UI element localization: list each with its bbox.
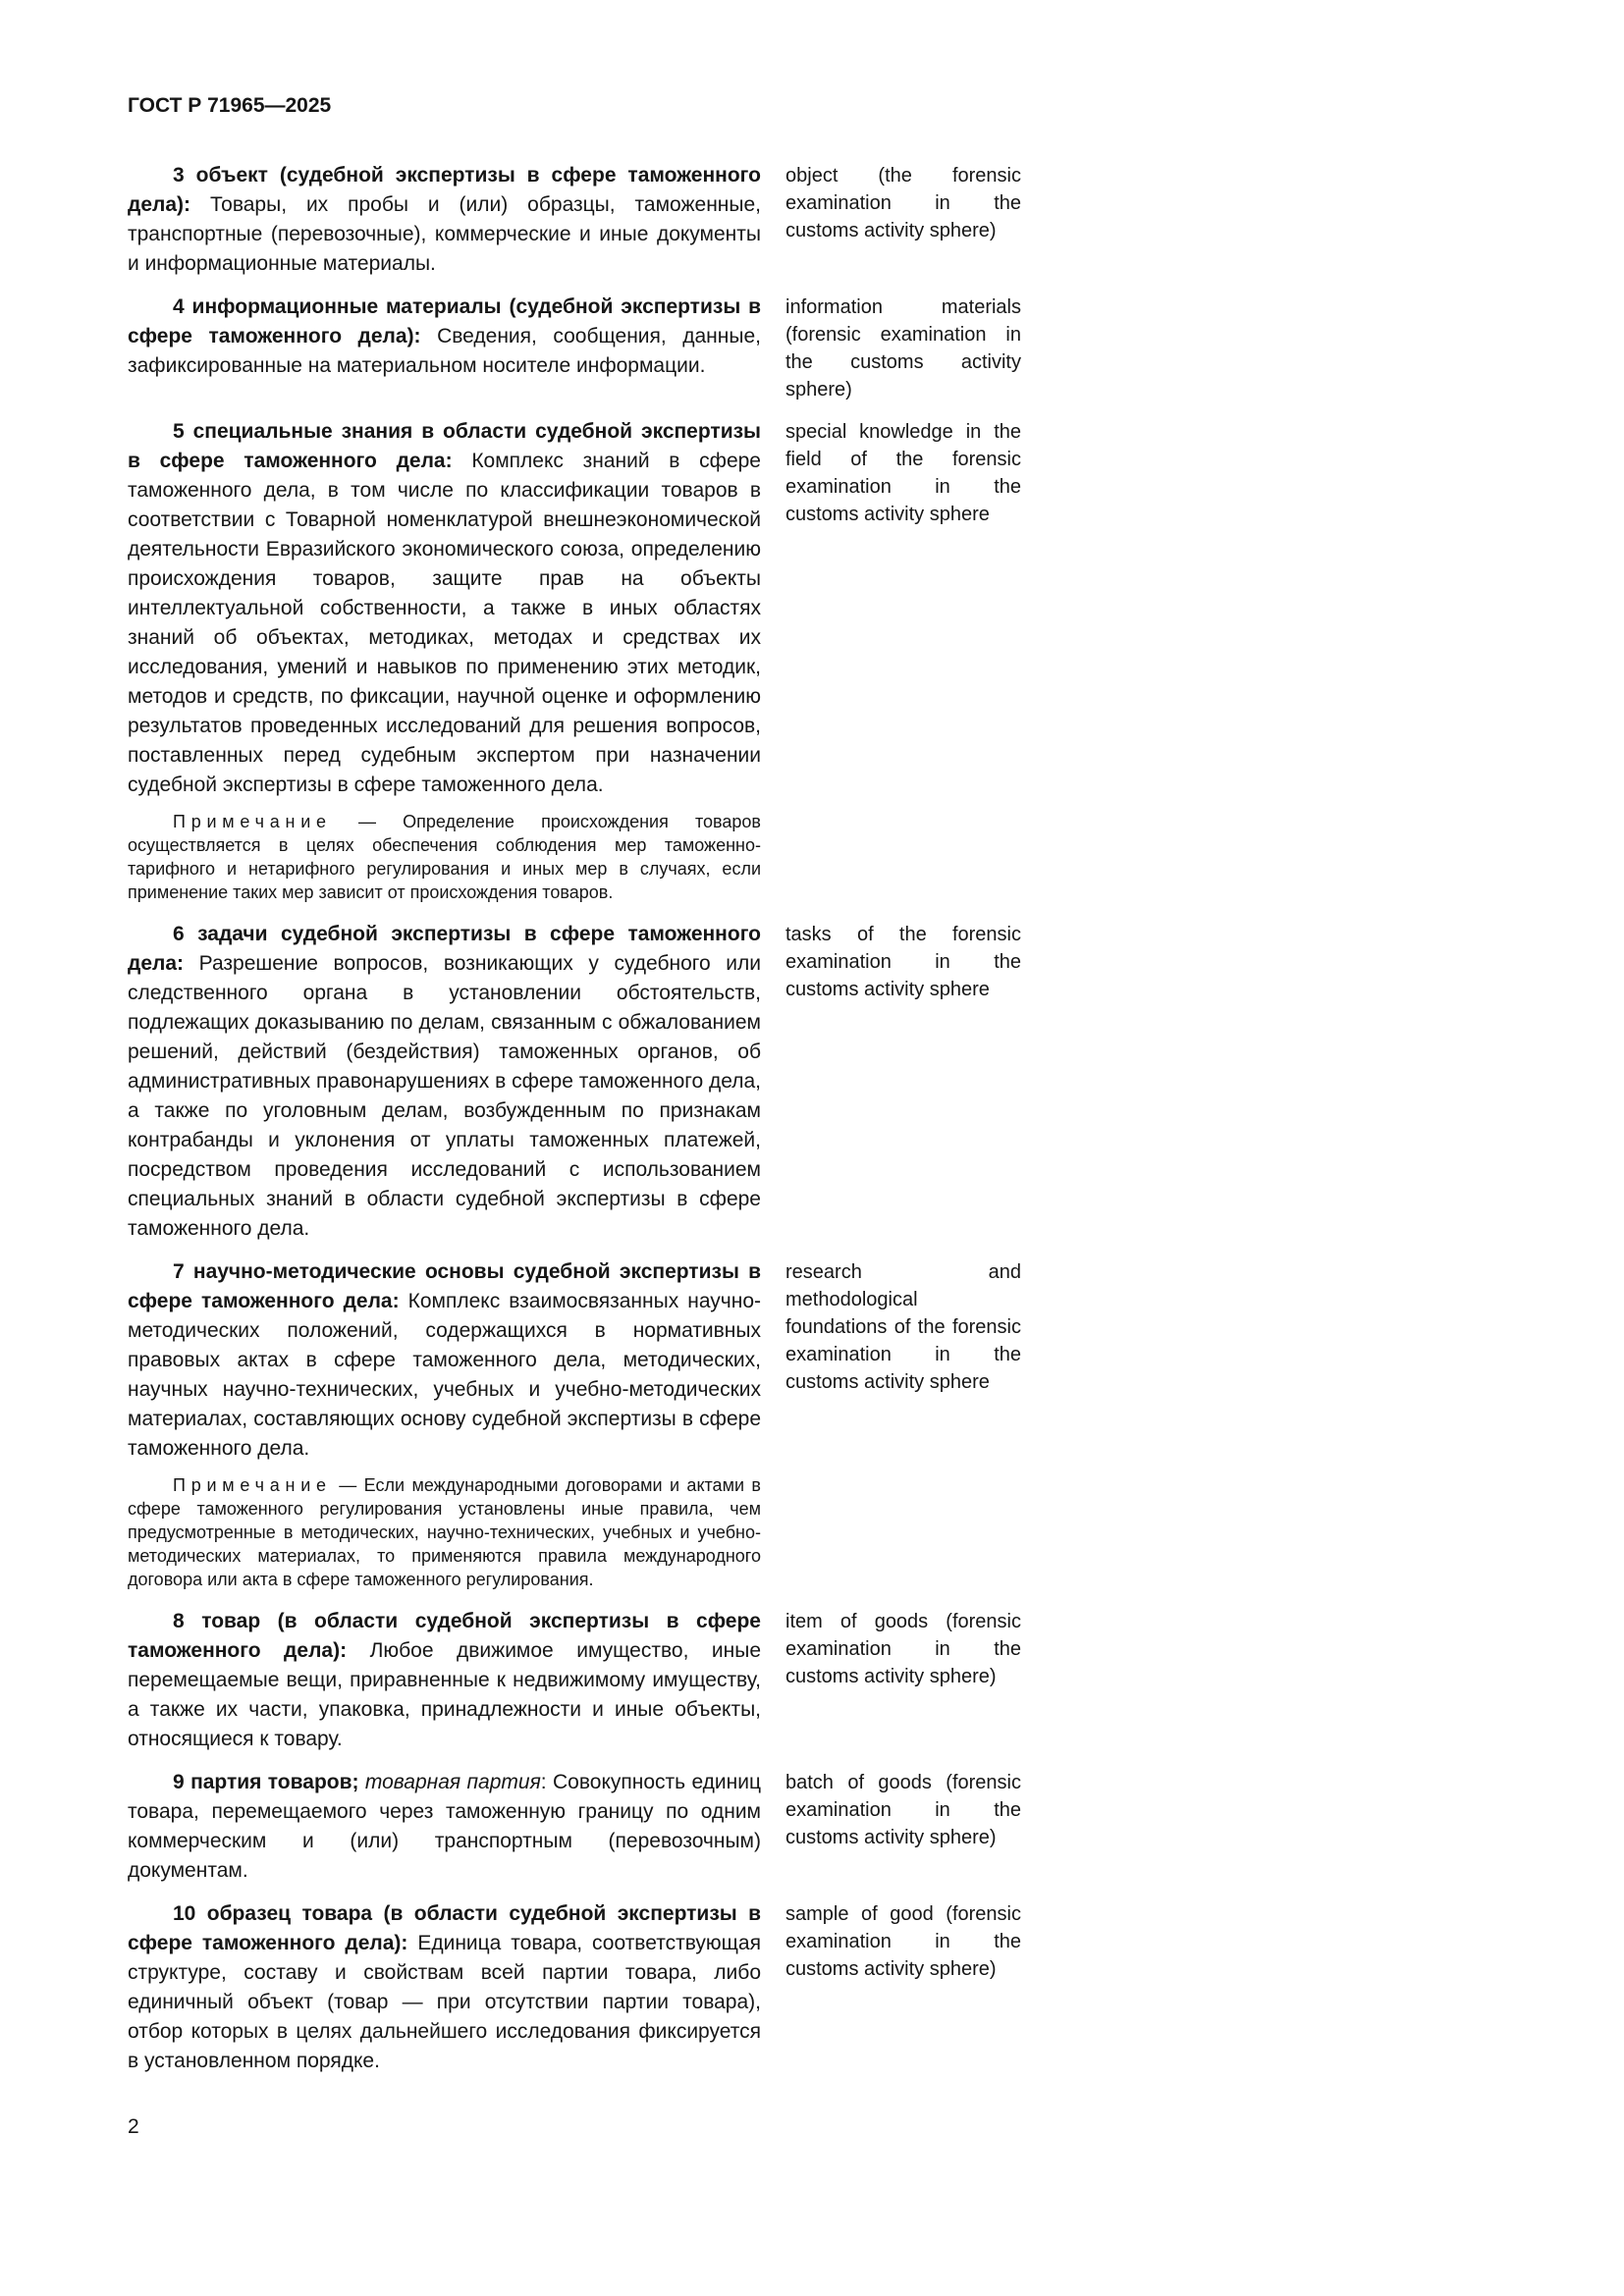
term-translation-text: special knowledge in the field of the forensic examination in the customs activity sphere	[785, 421, 1021, 525]
term-translation-en	[785, 1607, 1021, 1754]
term-number: 10	[173, 1902, 196, 1925]
term-translation-text: object (the forensic examination in the customs activity sphere)	[785, 165, 1021, 241]
term-translation-en	[785, 293, 1021, 403]
term-translation-text: information materials (forensic examination in the customs activity sphere)	[785, 296, 1021, 400]
note-body: — Определение происхождения товаров осуществляется в целях обеспечения соблюдения мер таможенно-тарифного и нетарифного регулирования и иных мер в случаях, если применение таких мер зависит от происхождения товаров.	[128, 812, 761, 902]
term-paragraph	[128, 293, 761, 381]
term-definition-ru	[128, 417, 761, 906]
standard-number: ГОСТ Р 71965—2025	[128, 94, 332, 117]
term-body: Единица товара, соответствующая структуре, составу и свойствам всей партии товара, либо единичный объект (товар — при отсутствии партии товара), отбор которых в целях дальнейшего исследования фиксируется в установленном порядке.	[128, 1932, 761, 2072]
note-label: Примечание	[173, 812, 332, 831]
term-body: Товары, их пробы и (или) образцы, таможенные, транспортные (перевозочные), коммерческие и иные документы и информационные материалы.	[128, 193, 761, 275]
term-paragraph	[128, 1768, 761, 1886]
term-name: образец товара (в области судебной экспертизы в сфере таможенного дела):	[128, 1902, 761, 1954]
term-definition-ru	[128, 1899, 761, 2076]
term-translation-en	[785, 161, 1021, 279]
term-definition-ru	[128, 161, 761, 279]
term-paragraph	[128, 920, 761, 1244]
term-translation-text: batch of goods (forensic examination in the customs activity sphere)	[785, 1772, 1021, 1848]
term-name: задачи судебной экспертизы в сфере таможенного дела:	[128, 923, 761, 975]
term-body: Комплекс взаимосвязанных научно-методических положений, содержащихся в нормативных правовых актах в сфере таможенного дела, методических, научных научно-технических, учебных и учебно-методических материалах, составляющих основу судебной экспертизы в сфере таможенного дела.	[128, 1290, 761, 1460]
term-title	[173, 1771, 359, 1793]
term-entry-4	[128, 293, 1041, 403]
term-name: информационные материалы (судебной экспертизы в сфере таможенного дела):	[128, 295, 762, 347]
term-number: 3	[173, 164, 185, 187]
term-name: партия товаров;	[190, 1771, 359, 1793]
term-body: Любое движимое имущество, иные перемещаемые вещи, приравненные к недвижимому имуществу, а также их части, упаковка, принадлежности и иные объекты, относящиеся к товару.	[128, 1639, 762, 1750]
term-body: Сведения, сообщения, данные, зафиксированные на материальном носителе информации.	[128, 325, 761, 377]
term-body: Разрешение вопросов, возникающих у судебного или следственного органа в установлении обстоятельств, подлежащих доказыванию по делам, связанным с обжалованием решений, действий (бездействия) таможенных органов, об административных правонарушениях в сфере таможенного дела, а также по уголовным делам, возбужденным по признакам контрабанды и уклонения от уплаты таможенных платежей, посредством проведения исследований с использованием специальных знаний в области судебной экспертизы в сфере таможенного дела.	[128, 952, 761, 1240]
term-entry-8	[128, 1607, 1041, 1754]
term-definition-ru	[128, 293, 761, 403]
term-definition-ru	[128, 920, 761, 1244]
term-number: 7	[173, 1260, 185, 1283]
term-entry-5	[128, 417, 1041, 906]
term-translation-en	[785, 920, 1021, 1244]
term-paragraph	[128, 1257, 761, 1464]
term-name: научно-методические основы судебной экспертизы в сфере таможенного дела:	[128, 1260, 761, 1312]
term-definition-ru	[128, 1257, 761, 1593]
term-number: 5	[173, 420, 185, 443]
term-paragraph	[128, 1607, 761, 1754]
term-number: 8	[173, 1610, 185, 1632]
term-name: объект (судебной экспертизы в сфере таможенного дела):	[128, 164, 761, 216]
term-definition-ru	[128, 1607, 761, 1754]
term-translation-text: tasks of the forensic examination in the customs activity sphere	[785, 924, 1021, 1000]
term-translation-text: sample of good (forensic examination in the customs activity sphere)	[785, 1903, 1021, 1980]
term-translation-en	[785, 1257, 1021, 1593]
term-entry-3	[128, 161, 1041, 279]
term-translation-en	[785, 1899, 1021, 2076]
term-translation-text: item of goods (forensic examination in the customs activity sphere)	[785, 1611, 1021, 1687]
term-paragraph	[128, 1899, 761, 2076]
term-name: специальные знания в области судебной экспертизы в сфере таможенного дела:	[128, 420, 761, 472]
term-paragraph	[128, 417, 761, 800]
term-paragraph	[128, 161, 761, 279]
term-number: 4	[173, 295, 185, 318]
term-entry-7	[128, 1257, 1041, 1593]
note-body: — Если международными договорами и актами в сфере таможенного регулирования установлены иные правила, чем предусмотренные в методических, научно-технических, учебных и учебно-методических материалах, то применяются правила международного договора или акта в сфере таможенного регулирования.	[128, 1475, 761, 1589]
term-translation-en	[785, 1768, 1021, 1886]
term-number: 6	[173, 923, 185, 945]
term-translation-text: research and methodological foundations of the forensic examination in the customs activity sphere	[785, 1261, 1021, 1393]
term-body: Комплекс знаний в сфере таможенного дела, в том числе по классификации товаров в соответствии с Товарной номенклатурой внешнеэкономической деятельности Евразийского экономического союза, определению происхождения товаров, защите прав на объекты интеллектуальной собственности, а также в иных областях знаний об объектах, методиках, методах и средствах их исследования, умений и навыков по применению этих методик, методов и средств, по фиксации, научной оценке и оформлению результатов проведенных исследований для решения вопросов, поставленных перед судебным экспертом при назначении судебной экспертизы в сфере таможенного дела.	[128, 450, 761, 796]
term-entry-9	[128, 1768, 1041, 1886]
term-note	[128, 1473, 761, 1591]
term-synonym: товарная партия	[364, 1771, 541, 1793]
term-note	[128, 810, 761, 904]
term-number: 9	[173, 1771, 185, 1793]
term-definition-ru	[128, 1768, 761, 1886]
term-entry-6	[128, 920, 1041, 1244]
note-label: Примечание	[173, 1475, 332, 1495]
term-translation-en	[785, 417, 1021, 906]
term-entry-10	[128, 1899, 1041, 2076]
page-number: 2	[128, 2115, 139, 2138]
term-name: товар (в области судебной экспертизы в сфере таможенного дела):	[128, 1610, 761, 1662]
term-body: : Совокупность единиц товара, перемещаемого через таможенную границу по одним коммерческим и (или) транспортным (перевозочным) документам.	[128, 1771, 761, 1882]
